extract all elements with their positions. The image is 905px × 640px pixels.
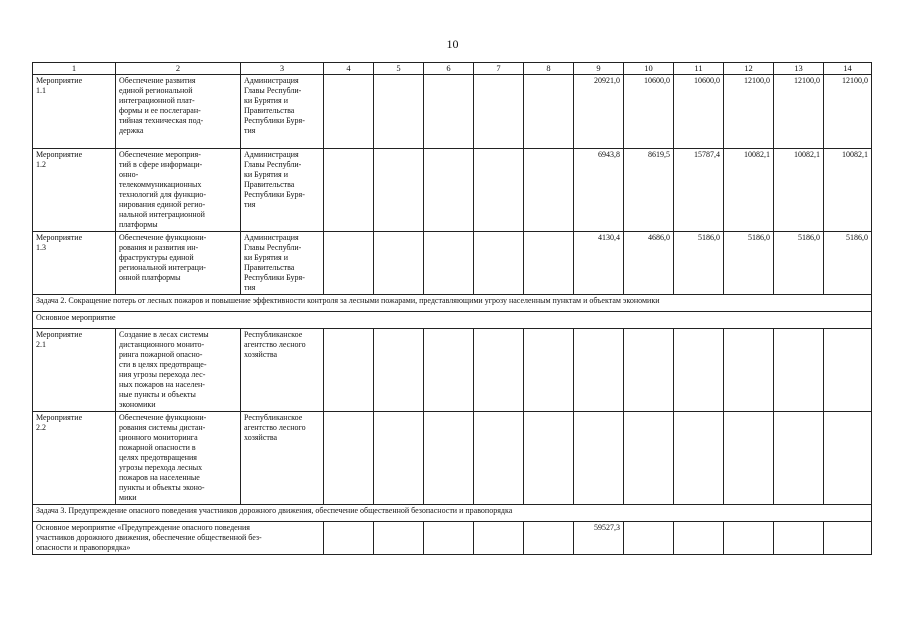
- column-header: 11: [674, 63, 724, 75]
- event-name: Мероприятие 1.2: [36, 150, 83, 169]
- value-cell: [774, 412, 824, 505]
- value-cell: [524, 75, 574, 149]
- value-cell: [474, 232, 524, 295]
- value-cell: [424, 329, 474, 412]
- event-name: Мероприятие 1.3: [36, 233, 83, 252]
- value-cell: [674, 329, 724, 412]
- column-header: 12: [724, 63, 774, 75]
- column-header: 13: [774, 63, 824, 75]
- table-row: [33, 149, 872, 232]
- value-cell: [574, 329, 624, 412]
- event-executor: Администрация Главы Республи- ки Бурятия и Правительства Республики Буря- тия: [244, 150, 305, 209]
- value-cell: [374, 75, 424, 149]
- value-cell: [524, 232, 574, 295]
- value-cell: [474, 412, 524, 505]
- value-cell: [724, 412, 774, 505]
- value-cell: [624, 329, 674, 412]
- column-header: 4: [324, 63, 374, 75]
- column-header: 6: [424, 63, 474, 75]
- value-cell: [324, 232, 374, 295]
- value-cell: [324, 329, 374, 412]
- value-cell: 59527,3: [574, 522, 624, 555]
- value-cell: [374, 232, 424, 295]
- event-name: Мероприятие 2.2: [36, 413, 83, 432]
- task-2-title: Задача 2. Сокращение потерь от лесных пожаров и повышение эффективности контроля за лесными пожарами, представляющими угрозу населенным пунктам и объектам экономики: [33, 295, 872, 312]
- value-cell: [524, 412, 574, 505]
- table-row: [33, 232, 872, 295]
- event-executor: Республиканское агентство лесного хозяйства: [244, 413, 306, 442]
- value-cell: 10600,0: [624, 75, 674, 149]
- value-cell: [424, 522, 474, 555]
- event-executor: Республиканское агентство лесного хозяйства: [244, 330, 306, 359]
- event-name: Мероприятие 2.1: [36, 330, 83, 349]
- value-cell: [524, 329, 574, 412]
- value-cell: [524, 149, 574, 232]
- event-description: Обеспечение функциони- рования системы дистан- ционного мониторинга пожарной опасности в целях предотвращения угрозы перехода лесных пожаров на населенные пункты и объекты эконо- мики: [119, 413, 207, 502]
- event-executor: Администрация Главы Республи- ки Бурятия и Правительства Республики Буря- тия: [244, 233, 305, 292]
- basic-event-description: Основное мероприятие «Предупреждение опасного поведения участников дорожного движения, обеспечение общественной без- опасности и правопорядка»: [36, 523, 262, 552]
- value-cell: [574, 412, 624, 505]
- value-cell: [824, 412, 872, 505]
- task-row: [33, 505, 872, 522]
- page-number: 10: [446, 37, 459, 51]
- column-header: 10: [624, 63, 674, 75]
- value-cell: [374, 329, 424, 412]
- value-cell: 5186,0: [774, 232, 824, 295]
- column-header: 9: [574, 63, 624, 75]
- value-cell: [424, 412, 474, 505]
- value-cell: [424, 149, 474, 232]
- value-cell: [324, 149, 374, 232]
- task-row: [33, 295, 872, 312]
- table-row: [33, 412, 872, 505]
- value-cell: [474, 329, 524, 412]
- value-cell: 4686,0: [624, 232, 674, 295]
- value-cell: [624, 412, 674, 505]
- event-executor: Администрация Главы Республи- ки Бурятия и Правительства Республики Буря- тия: [244, 76, 305, 135]
- value-cell: [774, 522, 824, 555]
- value-cell: [474, 75, 524, 149]
- column-header: 3: [241, 63, 324, 75]
- value-cell: 5186,0: [724, 232, 774, 295]
- value-cell: 8619,5: [624, 149, 674, 232]
- basic-event-row: [33, 312, 872, 329]
- value-cell: [624, 522, 674, 555]
- value-cell: [774, 329, 824, 412]
- column-header: 2: [116, 63, 241, 75]
- basic-event-label: Основное мероприятие: [33, 312, 872, 329]
- table-row: [33, 522, 872, 555]
- value-cell: [724, 522, 774, 555]
- value-cell: 10082,1: [774, 149, 824, 232]
- value-cell: [674, 522, 724, 555]
- value-cell: 10082,1: [824, 149, 872, 232]
- value-cell: [724, 329, 774, 412]
- value-cell: [474, 522, 524, 555]
- table-row: [33, 329, 872, 412]
- value-cell: 5186,0: [674, 232, 724, 295]
- value-cell: 12100,0: [824, 75, 872, 149]
- column-header: 14: [824, 63, 872, 75]
- value-cell: [324, 522, 374, 555]
- value-cell: 20921,0: [574, 75, 624, 149]
- value-cell: [474, 149, 524, 232]
- value-cell: 10082,1: [724, 149, 774, 232]
- value-cell: [424, 232, 474, 295]
- task-3-title: Задача 3. Предупреждение опасного поведения участников дорожного движения, обеспечение общественной безопасности и правопорядка: [33, 505, 872, 522]
- column-header: 7: [474, 63, 524, 75]
- event-description: Создание в лесах системы дистанционного монито- ринга пожарной опасно- сти в целях предотвраще- ния угрозы перехода лес- ных пожаров на населен- ные пункты и объекты экономики: [119, 330, 209, 409]
- value-cell: 6943,8: [574, 149, 624, 232]
- value-cell: 5186,0: [824, 232, 872, 295]
- value-cell: [324, 75, 374, 149]
- event-description: Обеспечение развития единой региональной интеграционной плат- формы и ее послегаран- тийная техническая под- держка: [119, 76, 204, 135]
- value-cell: [374, 412, 424, 505]
- event-description: Обеспечение функциони- рования и развития ин- фраструктуры единой региональной интеграци- онной платформы: [119, 233, 207, 282]
- value-cell: [524, 522, 574, 555]
- column-header: 8: [524, 63, 574, 75]
- value-cell: [824, 522, 872, 555]
- value-cell: [374, 149, 424, 232]
- program-table: [32, 62, 872, 555]
- value-cell: 12100,0: [774, 75, 824, 149]
- value-cell: [424, 75, 474, 149]
- value-cell: 12100,0: [724, 75, 774, 149]
- value-cell: [674, 412, 724, 505]
- value-cell: [374, 522, 424, 555]
- column-header: 5: [374, 63, 424, 75]
- value-cell: 4130,4: [574, 232, 624, 295]
- value-cell: [824, 329, 872, 412]
- header-row: [33, 63, 872, 75]
- event-description: Обеспечение мероприя- тий в сфере информаци- онно- телекоммуникационных технологий для функцио- нирования единой регио- нальной интеграционной платформы: [119, 150, 207, 229]
- value-cell: 10600,0: [674, 75, 724, 149]
- column-header: 1: [33, 63, 116, 75]
- table-row: [33, 75, 872, 149]
- event-name: Мероприятие 1.1: [36, 76, 83, 95]
- value-cell: 15787,4: [674, 149, 724, 232]
- value-cell: [324, 412, 374, 505]
